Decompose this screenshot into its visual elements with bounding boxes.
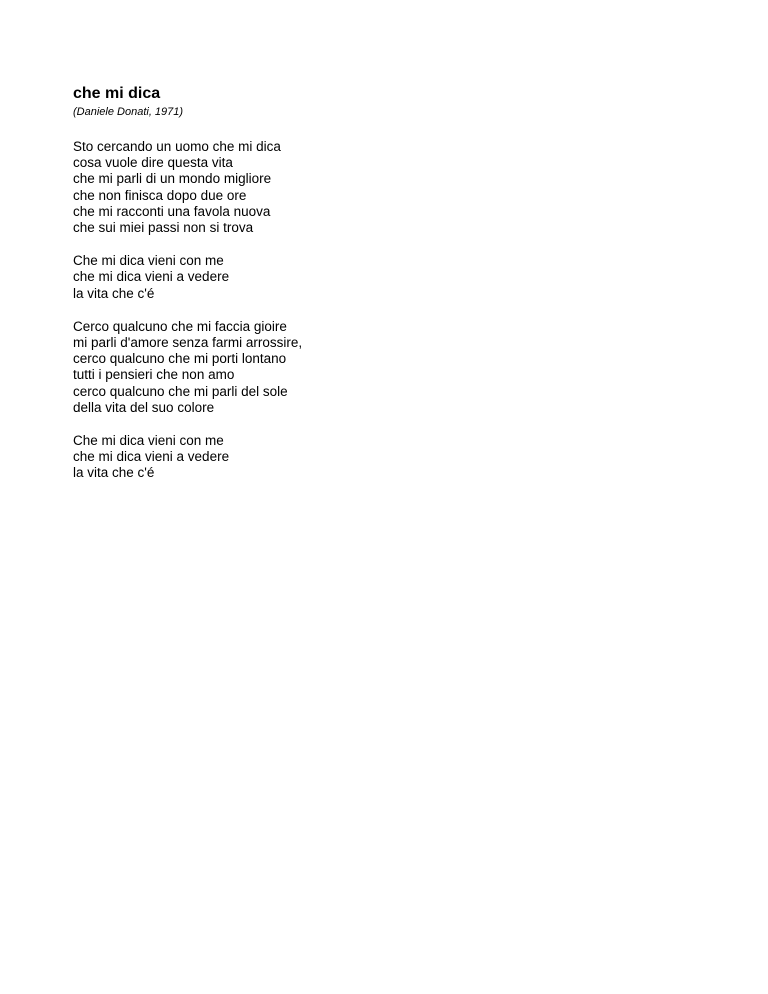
lyric-line: la vita che c'é xyxy=(73,285,155,301)
lyric-line: tutti i pensieri che non amo xyxy=(73,367,235,383)
lyric-line: mi parli d'amore senza farmi arrossire, xyxy=(73,335,303,351)
lyric-line: che mi racconti una favola nuova xyxy=(73,203,271,219)
lyric-line: Cerco qualcuno che mi faccia gioire xyxy=(73,318,287,334)
stanza-1 xyxy=(73,139,693,236)
song-title: che mi dica xyxy=(73,85,161,102)
lyric-line: cerco qualcuno che mi porti lontano xyxy=(73,351,287,367)
lyric-line: Che mi dica vieni con me xyxy=(73,433,224,449)
document-page xyxy=(73,84,693,482)
lyric-line: che mi dica vieni a vedere xyxy=(73,269,230,285)
lyric-line: Sto cercando un uomo che mi dica xyxy=(73,139,281,154)
lyric-line: cerco qualcuno che mi parli del sole xyxy=(73,383,288,399)
song-credit: (Daniele Donati, 1971) xyxy=(73,106,184,118)
lyric-line: cosa vuole dire questa vita xyxy=(73,155,233,171)
lyric-line: che sui miei passi non si trova xyxy=(73,220,254,236)
lyric-line: che non finisca dopo due ore xyxy=(73,187,247,203)
lyric-line: Che mi dica vieni con me xyxy=(73,253,224,269)
lyric-line: che mi parli di un mondo migliore xyxy=(73,171,272,187)
stanza-2 xyxy=(73,253,693,302)
lyric-line: che mi dica vieni a vedere xyxy=(73,449,230,465)
lyric-line: la vita che c'é xyxy=(73,465,155,481)
stanza-4 xyxy=(73,433,693,482)
stanza-3 xyxy=(73,319,693,416)
lyric-line: della vita del suo colore xyxy=(73,399,215,415)
